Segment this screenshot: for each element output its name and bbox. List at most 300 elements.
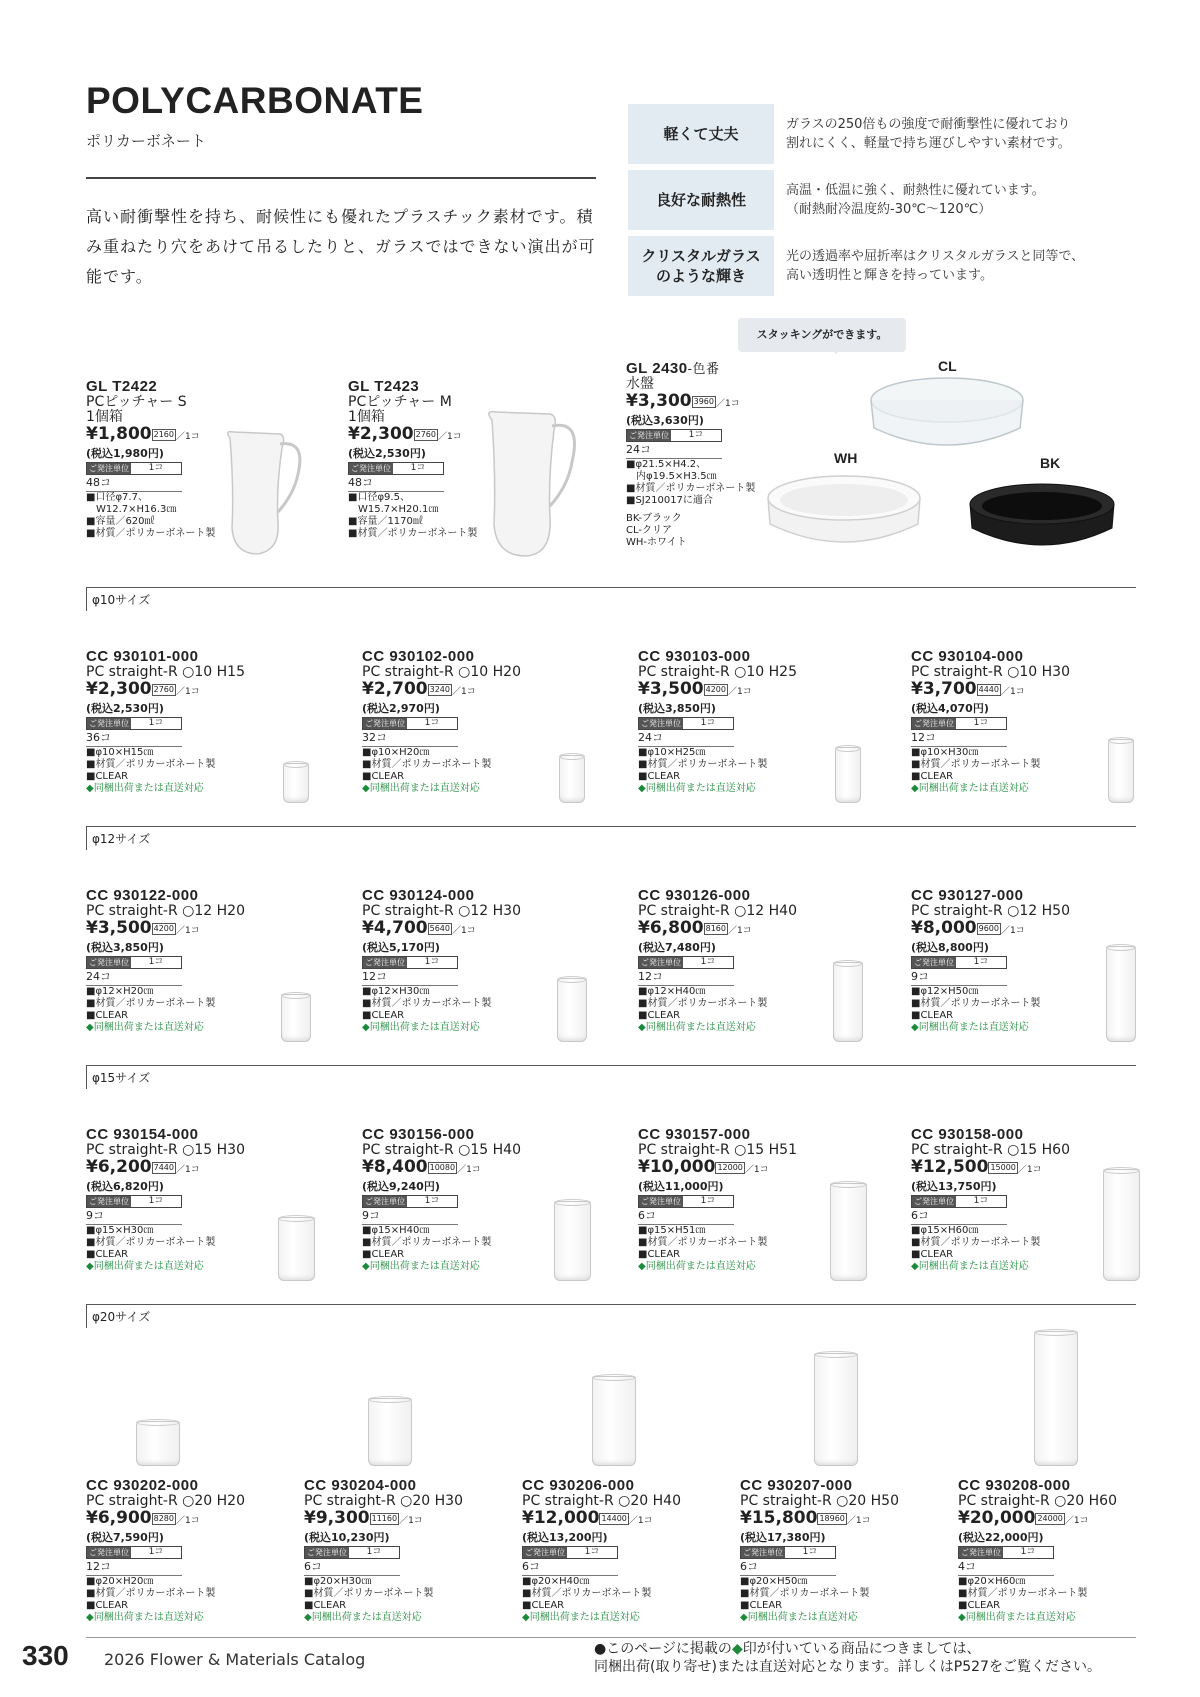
- price-tax: (税込5,170円): [362, 941, 440, 954]
- feature-label: クリスタルガラス のような輝き: [628, 236, 774, 296]
- shipping-note: ◆同梱出荷または直送対応: [86, 783, 204, 794]
- spec-color: ■CLEAR: [86, 1010, 129, 1021]
- price-value: ¥2,300: [86, 679, 152, 699]
- feature-desc: 高温・低温に強く、耐熱性に優れています。 （耐熱耐冷温度約-30℃～120℃）: [786, 183, 1045, 217]
- spec-material: ■材質／ポリカーボネート製: [86, 759, 216, 770]
- shipping-note: ◆同梱出荷または直送対応: [911, 1022, 1029, 1033]
- order-label: ご発注単位: [89, 464, 129, 473]
- price-value: ¥3,500: [86, 918, 152, 938]
- section-header: φ10サイズ: [86, 587, 1136, 611]
- product-block: [911, 1126, 1101, 1273]
- spec-line: W15.7×H20.1㎝: [348, 504, 439, 515]
- feature-row: [628, 236, 1148, 296]
- product-price: [958, 1509, 1168, 1531]
- price-unit: ／1コ: [744, 1165, 769, 1175]
- spec-size: ■φ20×H60㎝: [958, 1576, 1026, 1587]
- spec-size: ■φ10×H30㎝: [911, 747, 979, 758]
- product-code-text: CC 930208-000: [958, 1477, 1071, 1494]
- product-code: [86, 1126, 276, 1143]
- spec-size: ■φ10×H25㎝: [638, 747, 706, 758]
- order-unit: [638, 1195, 734, 1208]
- pack-quantity: 12コ: [638, 970, 734, 986]
- product-price: [362, 1158, 552, 1180]
- product-block: [86, 1126, 276, 1273]
- product-name: PC straight-R ○10 H15: [86, 664, 245, 680]
- product-name: PC straight-R ○15 H60: [911, 1142, 1070, 1158]
- spec-material: ■材質／ポリカーボネート製: [522, 1588, 652, 1599]
- product-block: [86, 887, 276, 1034]
- price-unit: ／1コ: [727, 926, 752, 936]
- price-tax: (税込2,530円): [348, 447, 426, 460]
- price-tax: (税込10,230円): [304, 1531, 390, 1544]
- spec-material: ■材質／ポリカーボネート製: [638, 1237, 768, 1248]
- product-code-text: CC 930122-000: [86, 887, 199, 904]
- pack-quantity: 12コ: [911, 731, 1007, 747]
- price-unit: ／1コ: [846, 1516, 871, 1526]
- product-code-text: GL T2422: [86, 378, 158, 395]
- spec-color: ■CLEAR: [362, 1249, 405, 1260]
- price-unit: ／1コ: [437, 432, 462, 442]
- price-tax: (税込2,970円): [362, 702, 440, 715]
- product-code-text: CC 930157-000: [638, 1126, 751, 1143]
- product-code-text: CC 930124-000: [362, 887, 475, 904]
- pack-quantity: 9コ: [86, 1209, 182, 1225]
- spec-color: ■CLEAR: [304, 1600, 347, 1611]
- price-tax: (税込1,980円): [86, 447, 164, 460]
- order-unit: [86, 1195, 182, 1208]
- order-value: 1コ: [700, 718, 716, 728]
- product-price: [86, 680, 276, 702]
- shipping-note: ◆同梱出荷または直送対応: [740, 1612, 858, 1623]
- order-label: ご発注単位: [351, 464, 391, 473]
- product-code-text: CC 930154-000: [86, 1126, 199, 1143]
- price-value: ¥2,300: [348, 424, 414, 444]
- vase-image: [557, 978, 587, 1042]
- shipping-note: ◆同梱出荷または直送対応: [362, 1261, 480, 1272]
- price-tax: (税込13,750円): [911, 1180, 997, 1193]
- shipping-note: ◆同梱出荷または直送対応: [638, 1022, 756, 1033]
- order-value: 1コ: [973, 718, 989, 728]
- price-unit: ／1コ: [1000, 926, 1025, 936]
- product-block: [86, 648, 276, 795]
- product-name: PCピッチャー S: [86, 394, 187, 410]
- product-code-text: CC 930126-000: [638, 887, 751, 904]
- order-label: ご発注単位: [89, 1197, 129, 1206]
- price-value: ¥8,400: [362, 1157, 428, 1177]
- vase-image: [830, 1183, 867, 1281]
- spec-size: ■φ12×H40㎝: [638, 986, 706, 997]
- product-name: PC straight-R ○15 H51: [638, 1142, 797, 1158]
- spec-color: ■CLEAR: [522, 1600, 565, 1611]
- shipping-note: ◆同梱出荷または直送対応: [638, 783, 756, 794]
- spec-size: ■φ15×H60㎝: [911, 1225, 979, 1236]
- order-label: ご発注単位: [89, 719, 129, 728]
- spec-material: ■材質／ポリカーボネート製: [638, 759, 768, 770]
- spec-size: ■φ15×H30㎝: [86, 1225, 154, 1236]
- order-unit: [958, 1546, 1054, 1559]
- spec-size: ■φ20×H50㎝: [740, 1576, 808, 1587]
- order-value: 1コ: [148, 1196, 164, 1206]
- price-box: 2160: [153, 430, 174, 439]
- product-code: [86, 648, 276, 665]
- footer-note-c: 同梱出荷(取り寄せ)または直送対応となります。詳しくはP527をご覧ください。: [594, 1659, 1101, 1675]
- spec-line: CL-クリア: [626, 525, 672, 536]
- vase-image: [554, 1201, 591, 1281]
- order-label: ご発注単位: [307, 1548, 347, 1557]
- spec-line: ■口径φ9.5、: [348, 492, 410, 503]
- order-label: ご発注単位: [525, 1548, 565, 1557]
- spec-material: ■材質／ポリカーボネート製: [86, 1588, 216, 1599]
- price-unit: ／1コ: [457, 1165, 481, 1175]
- product-block: [911, 648, 1101, 795]
- spec-material: ■材質／ポリカーボネート製: [304, 1588, 434, 1599]
- footer-note-a: ●このページに掲載の: [594, 1641, 732, 1657]
- bowl-label-bk: BK: [1040, 455, 1061, 471]
- product-block: [362, 887, 552, 1034]
- feature-row: [628, 170, 1148, 230]
- product-code: [911, 648, 1101, 665]
- product-code: [638, 1126, 828, 1143]
- spec-size: ■φ15×H40㎝: [362, 1225, 430, 1236]
- pack-quantity: 48コ: [86, 476, 182, 492]
- price-box: 8160: [705, 924, 726, 933]
- spec-material: ■材質／ポリカーボネート製: [911, 1237, 1041, 1248]
- spec-material: ■材質／ポリカーボネート製: [362, 1237, 492, 1248]
- price-value: ¥6,800: [638, 918, 704, 938]
- spec-line: ■φ21.5×H4.2、: [626, 459, 707, 470]
- product-block: [638, 648, 828, 795]
- order-label: ご発注単位: [743, 1548, 783, 1557]
- order-unit: [348, 462, 444, 475]
- order-label: ご発注単位: [914, 1197, 954, 1206]
- price-box: 7440: [153, 1163, 174, 1172]
- spec-line: BK-ブラック: [626, 513, 682, 524]
- price-unit: ／1コ: [628, 1516, 653, 1526]
- product-code: [86, 378, 266, 395]
- bowl-label-wh: WH: [834, 450, 858, 466]
- product-price: [626, 392, 806, 414]
- spec-color: ■CLEAR: [911, 771, 954, 782]
- product-extra: 1個箱: [86, 409, 123, 425]
- price-box: 12000: [717, 1163, 743, 1172]
- price-value: ¥10,000: [638, 1157, 716, 1177]
- spec-line: WH-ホワイト: [626, 537, 687, 548]
- price-unit: ／1コ: [715, 399, 740, 409]
- spec-material: ■材質／ポリカーボネート製: [86, 998, 216, 1009]
- vase-image: [833, 962, 863, 1042]
- pack-quantity: 6コ: [911, 1209, 1007, 1225]
- product-block: [362, 648, 552, 795]
- spec-color: ■CLEAR: [362, 1010, 405, 1021]
- order-value: 1コ: [802, 1547, 818, 1557]
- order-unit: [911, 956, 1007, 969]
- product-block: [911, 887, 1101, 1034]
- spec-line: 内φ19.5×H3.5㎝: [626, 471, 717, 482]
- shipping-note: ◆同梱出荷または直送対応: [911, 783, 1029, 794]
- order-label: ご発注単位: [641, 719, 681, 728]
- product-code-text: CC 930204-000: [304, 1477, 417, 1494]
- order-unit: [911, 717, 1007, 730]
- order-unit: [86, 956, 182, 969]
- spec-color: ■CLEAR: [638, 1249, 681, 1260]
- shipping-note: ◆同梱出荷または直送対応: [362, 1022, 480, 1033]
- product-code: [348, 378, 528, 395]
- page-title: POLYCARBONATE: [86, 80, 424, 121]
- feature-label: 軽くて丈夫: [628, 104, 774, 164]
- order-value: 1コ: [424, 957, 440, 967]
- pack-quantity: 6コ: [638, 1209, 734, 1225]
- pack-quantity: 12コ: [86, 1560, 182, 1576]
- product-price: [86, 919, 276, 941]
- spec-color: ■CLEAR: [911, 1010, 954, 1021]
- product-code: [304, 1477, 514, 1494]
- spec-line: ■SJ210017に適合: [626, 495, 713, 506]
- product-code: [638, 648, 828, 665]
- pack-quantity: 48コ: [348, 476, 444, 492]
- product-price: [362, 680, 552, 702]
- order-value: 1コ: [424, 1196, 440, 1206]
- price-box: 8280: [153, 1514, 174, 1523]
- price-value: ¥12,000: [522, 1508, 600, 1528]
- price-unit: ／1コ: [1000, 687, 1025, 697]
- spec-material: ■材質／ポリカーボネート製: [638, 998, 768, 1009]
- order-value: 1コ: [584, 1547, 600, 1557]
- spec-line: W12.7×H16.3㎝: [86, 504, 177, 515]
- price-tax: (税込7,590円): [86, 1531, 164, 1544]
- product-block: [740, 1477, 950, 1624]
- pack-quantity: 24コ: [626, 443, 722, 459]
- price-box: 2760: [153, 685, 174, 694]
- product-block: [86, 1477, 296, 1624]
- product-name: PC straight-R ○12 H20: [86, 903, 245, 919]
- product-code-text: CC 930206-000: [522, 1477, 635, 1494]
- spec-line: ■容量／620㎖: [86, 516, 155, 527]
- order-unit: [362, 956, 458, 969]
- vase-image: [592, 1376, 636, 1466]
- price-unit: ／1コ: [451, 687, 476, 697]
- product-code-text: GL T2423: [348, 378, 420, 395]
- order-unit: [740, 1546, 836, 1559]
- order-label: ご発注単位: [641, 1197, 681, 1206]
- vase-image: [1034, 1331, 1078, 1466]
- price-value: ¥3,700: [911, 679, 977, 699]
- price-tax: (税込11,000円): [638, 1180, 724, 1193]
- price-unit: ／1コ: [175, 687, 200, 697]
- order-label: ご発注単位: [89, 958, 129, 967]
- product-code: [626, 360, 806, 377]
- vase-image: [1103, 1169, 1140, 1281]
- vase-image: [278, 1217, 315, 1281]
- vase-image: [281, 994, 311, 1042]
- order-value: 1コ: [148, 1547, 164, 1557]
- spec-material: ■材質／ポリカーボネート製: [86, 1237, 216, 1248]
- price-value: ¥6,900: [86, 1508, 152, 1528]
- product-code-text: CC 930101-000: [86, 648, 199, 665]
- spec-color: ■CLEAR: [958, 1600, 1001, 1611]
- price-box: 18960: [819, 1514, 845, 1523]
- order-value: 1コ: [700, 957, 716, 967]
- spec-size: ■φ12×H50㎝: [911, 986, 979, 997]
- order-label: ご発注単位: [961, 1548, 1001, 1557]
- price-tax: (税込8,800円): [911, 941, 989, 954]
- product-name: PC straight-R ○20 H40: [522, 1493, 681, 1509]
- price-tax: (税込6,820円): [86, 1180, 164, 1193]
- order-unit: [362, 1195, 458, 1208]
- spec-color: ■CLEAR: [638, 1010, 681, 1021]
- price-box: 9600: [978, 924, 999, 933]
- order-value: 1コ: [973, 957, 989, 967]
- price-box: 14400: [601, 1514, 627, 1523]
- product-code-text: CC 930103-000: [638, 648, 751, 665]
- order-label: ご発注単位: [629, 431, 669, 440]
- product-name: PC straight-R ○12 H40: [638, 903, 797, 919]
- price-unit: ／1コ: [451, 926, 476, 936]
- order-label: ご発注単位: [914, 958, 954, 967]
- product-extra: 1個箱: [348, 409, 385, 425]
- order-value: 1コ: [148, 957, 164, 967]
- pack-quantity: 6コ: [304, 1560, 400, 1576]
- price-unit: ／1コ: [175, 1165, 200, 1175]
- product-price: [911, 919, 1101, 941]
- price-tax: (税込13,200円): [522, 1531, 608, 1544]
- product-name: PC straight-R ○20 H50: [740, 1493, 899, 1509]
- spec-color: ■CLEAR: [86, 771, 129, 782]
- product-code: [86, 1477, 296, 1494]
- order-unit: [86, 462, 182, 475]
- spec-color: ■CLEAR: [86, 1249, 129, 1260]
- order-value: 1コ: [688, 430, 704, 440]
- order-unit: [362, 717, 458, 730]
- product-price: [638, 919, 828, 941]
- spec-material: ■材質／ポリカーボネート製: [911, 759, 1041, 770]
- spec-color: ■CLEAR: [86, 1600, 129, 1611]
- spec-size: ■φ10×H15㎝: [86, 747, 154, 758]
- section-header: φ12サイズ: [86, 826, 1136, 850]
- stacking-bubble: スタッキングができます。: [738, 318, 906, 352]
- spec-size: ■φ12×H30㎝: [362, 986, 430, 997]
- spec-line: ■材質／ポリカーボネート製: [626, 483, 756, 494]
- product-price: [911, 680, 1101, 702]
- product-code: [911, 1126, 1101, 1143]
- intro-text: 高い耐衝撃性を持ち、耐候性にも優れたプラスチック素材です。積み重ねたり穴をあけて吊るしたりと、ガラスではできない演出が可能です。: [86, 207, 596, 286]
- pack-quantity: 24コ: [86, 970, 182, 986]
- vase-image: [835, 747, 861, 803]
- order-value: 1コ: [366, 1547, 382, 1557]
- order-label: ご発注単位: [365, 958, 405, 967]
- product-block: [958, 1477, 1168, 1624]
- price-value: ¥20,000: [958, 1508, 1036, 1528]
- spec-line: ■材質／ポリカーボネート製: [86, 528, 216, 539]
- order-unit: [911, 1195, 1007, 1208]
- product-price: [638, 1158, 828, 1180]
- product-code-text: CC 930102-000: [362, 648, 475, 665]
- price-tax: (税込22,000円): [958, 1531, 1044, 1544]
- product-price: [911, 1158, 1101, 1180]
- spec-material: ■材質／ポリカーボネート製: [362, 998, 492, 1009]
- spec-color: ■CLEAR: [362, 771, 405, 782]
- product-name: PC straight-R ○10 H30: [911, 664, 1070, 680]
- product-name: PC straight-R ○20 H30: [304, 1493, 463, 1509]
- section-header: φ15サイズ: [86, 1065, 1136, 1089]
- pack-quantity: 4コ: [958, 1560, 1054, 1576]
- price-tax: (税込7,480円): [638, 941, 716, 954]
- page-number: 330: [22, 1640, 69, 1671]
- price-value: ¥12,500: [911, 1157, 989, 1177]
- price-tax: (税込17,380円): [740, 1531, 826, 1544]
- product-code: [362, 1126, 552, 1143]
- price-tax: (税込9,240円): [362, 1180, 440, 1193]
- product-price: [362, 919, 552, 941]
- order-value: 1コ: [410, 463, 426, 473]
- price-unit: ／1コ: [175, 432, 200, 442]
- price-box: 5640: [429, 924, 450, 933]
- price-box: 4200: [705, 685, 726, 694]
- price-unit: ／1コ: [399, 1516, 423, 1526]
- vase-image: [559, 755, 585, 803]
- pitcher-s-image: [218, 428, 308, 560]
- vase-image: [1106, 946, 1136, 1042]
- price-value: ¥4,700: [362, 918, 428, 938]
- shipping-note: ◆同梱出荷または直送対応: [362, 783, 480, 794]
- product-name: PC straight-R ○12 H50: [911, 903, 1070, 919]
- pack-quantity: 12コ: [362, 970, 458, 986]
- order-label: ご発注単位: [89, 1548, 129, 1557]
- price-box: 4440: [978, 685, 999, 694]
- price-tax: (税込3,850円): [638, 702, 716, 715]
- product-code: [86, 887, 276, 904]
- spec-size: ■φ20×H30㎝: [304, 1576, 372, 1587]
- product-code: [522, 1477, 732, 1494]
- footer-note: [594, 1640, 1101, 1676]
- spec-size: ■φ20×H40㎝: [522, 1576, 590, 1587]
- product-code-text: CC 930202-000: [86, 1477, 199, 1494]
- price-value: ¥2,700: [362, 679, 428, 699]
- product-code-text: CC 930127-000: [911, 887, 1024, 904]
- price-box: 11160: [371, 1514, 398, 1523]
- price-tax: (税込3,850円): [86, 941, 164, 954]
- shipping-note: ◆同梱出荷または直送対応: [304, 1612, 422, 1623]
- product-code: [362, 648, 552, 665]
- spec-color: ■CLEAR: [911, 1249, 954, 1260]
- price-value: ¥1,800: [86, 424, 152, 444]
- shipping-note: ◆同梱出荷または直送対応: [958, 1612, 1076, 1623]
- price-unit: ／1コ: [1064, 1516, 1089, 1526]
- shipping-note: ◆同梱出荷または直送対応: [522, 1612, 640, 1623]
- product-name: PC straight-R ○10 H25: [638, 664, 797, 680]
- product-name: PC straight-R ○12 H30: [362, 903, 521, 919]
- product-code-text: CC 930104-000: [911, 648, 1024, 665]
- product-price: [304, 1509, 514, 1531]
- price-box: 4200: [153, 924, 174, 933]
- order-label: ご発注単位: [914, 719, 954, 728]
- feature-row: [628, 104, 1148, 164]
- product-price: [86, 1509, 296, 1531]
- footer-note-b: 印が付いている商品につきましては、: [742, 1641, 981, 1657]
- spec-material: ■材質／ポリカーボネート製: [911, 998, 1041, 1009]
- price-box: 2760: [415, 430, 436, 439]
- pack-quantity: 9コ: [362, 1209, 458, 1225]
- clear-bowl-image: [866, 372, 1028, 456]
- page-subtitle: ポリカーボネート: [86, 132, 206, 150]
- product-price: [638, 680, 828, 702]
- shipping-note: ◆同梱出荷または直送対応: [911, 1261, 1029, 1272]
- title-divider: [86, 177, 596, 179]
- price-tax: (税込4,070円): [911, 702, 989, 715]
- price-value: ¥3,300: [626, 391, 692, 411]
- product-code: [362, 887, 552, 904]
- product-block: [638, 887, 828, 1034]
- feature-desc: ガラスの250倍もの強度で耐衝撃性に優れており 割れにくく、軽量で持ち運びしやすい素材です。: [786, 117, 1071, 151]
